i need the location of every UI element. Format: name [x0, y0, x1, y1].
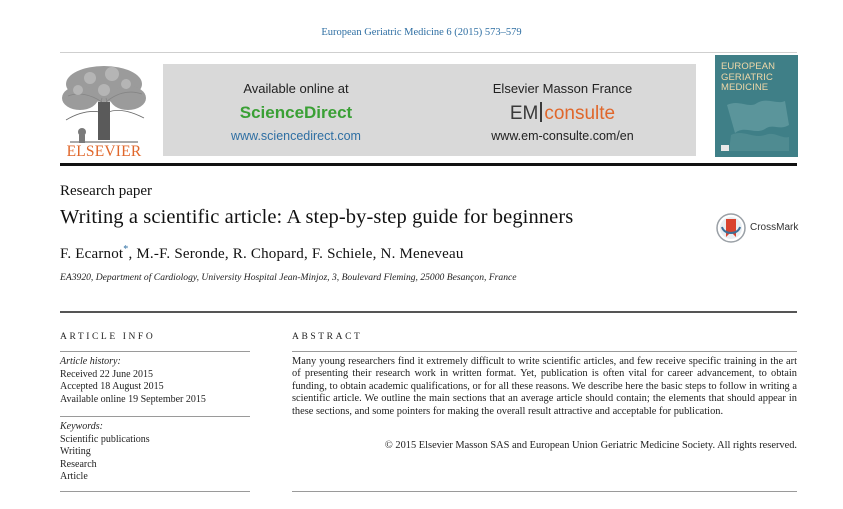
copyright-notice: © 2015 Elsevier Masson SAS and European Union Geriatric Medicine Society. All rights reserved. — [384, 440, 797, 451]
keywords-label: Keywords: — [60, 421, 103, 432]
abstract-bottom-rule — [292, 491, 797, 492]
em-consulte-panel — [429, 64, 696, 156]
abstract-rule — [292, 351, 797, 352]
abstract-body: Many young researchers find it extremely difficult to write scientific articles, and few receive specific training in the art of presenting their research work in written format. Yet, publication is often vital for career advancement, to obtain funding, to obtain academic qualifications, or for all these reasons. We describe here the basic steps to follow in writing a scientific article. We outline the main sections that an average article should contain; the elements that should appear in these sections, and some pointers for making the overall result attractive and acceptable for publication. — [292, 356, 797, 417]
cover-title-line-3: MEDICINE — [721, 82, 769, 93]
history-received: Received 22 June 2015 — [60, 368, 154, 380]
journal-cover[interactable] — [715, 55, 798, 157]
history-accepted: Accepted 18 August 2015 — [60, 381, 164, 392]
author-others: , M.-F. Seronde, R. Chopard, F. Schiele, N. Meneveau — [128, 246, 464, 262]
article-type: Research paper — [60, 183, 153, 199]
available-online-label: Available online at — [243, 81, 349, 96]
article-info-heading: ARTICLE INFO — [60, 332, 156, 342]
journal-citation[interactable]: European Geriatric Medicine 6 (2015) 573–579 — [321, 27, 522, 38]
crossmark-icon — [716, 213, 746, 243]
elsevier-wordmark: ELSEVIER — [66, 143, 142, 160]
cover-map-art — [719, 95, 794, 153]
article-title: Writing a scientific article: A step-by-step guide for beginners — [60, 206, 574, 228]
author-first[interactable]: F. Ecarnot — [60, 246, 124, 262]
article-history — [60, 356, 260, 406]
keyword-item: Research — [60, 458, 97, 470]
article-info-rule — [60, 351, 250, 352]
em-consulte-link[interactable]: www.em-consulte.com/en — [491, 129, 634, 143]
sciencedirect-logo[interactable]: ScienceDirect — [239, 103, 353, 122]
keyword-item: Writing — [60, 446, 91, 457]
sciencedirect-panel — [163, 64, 429, 156]
cover-title-line-1: EUROPEAN — [721, 61, 776, 72]
em-consulte-logo-divider — [540, 102, 542, 122]
corresponding-author-mark[interactable]: * — [123, 244, 129, 255]
header-bottom-rule — [60, 163, 797, 166]
cover-title-line-2: GERIATRIC — [721, 71, 773, 83]
article-info-bottom-rule — [60, 491, 250, 492]
sciencedirect-link[interactable]: www.sciencedirect.com — [231, 129, 361, 143]
journal-cover-title — [721, 62, 796, 94]
abstract-heading: ABSTRACT — [292, 332, 363, 342]
history-online: Available online 19 September 2015 — [60, 393, 206, 405]
em-consulte-logo-right: consulte — [544, 103, 616, 124]
em-consulte-logo-left: EM — [509, 103, 539, 124]
author-list — [60, 244, 464, 263]
author-affiliation: EA3920, Department of Cardiology, University Hospital Jean-Minjoz, 3, Boulevard Fleming, 25000 Besançon, France — [60, 272, 517, 283]
availability-banner — [163, 64, 696, 156]
keywords — [60, 421, 260, 484]
header-top-rule — [60, 52, 797, 53]
abstract-top-rule — [60, 311, 797, 313]
keywords-rule — [60, 416, 250, 417]
article-history-label: Article history: — [60, 356, 121, 367]
crossmark-badge[interactable] — [716, 213, 806, 243]
keyword-item: Article — [60, 471, 88, 482]
keyword-item: Scientific publications — [60, 433, 150, 445]
elsevier-masson-label: Elsevier Masson France — [492, 81, 633, 96]
crossmark-label: CrossMark — [750, 222, 799, 233]
em-consulte-logo[interactable] — [429, 102, 696, 125]
